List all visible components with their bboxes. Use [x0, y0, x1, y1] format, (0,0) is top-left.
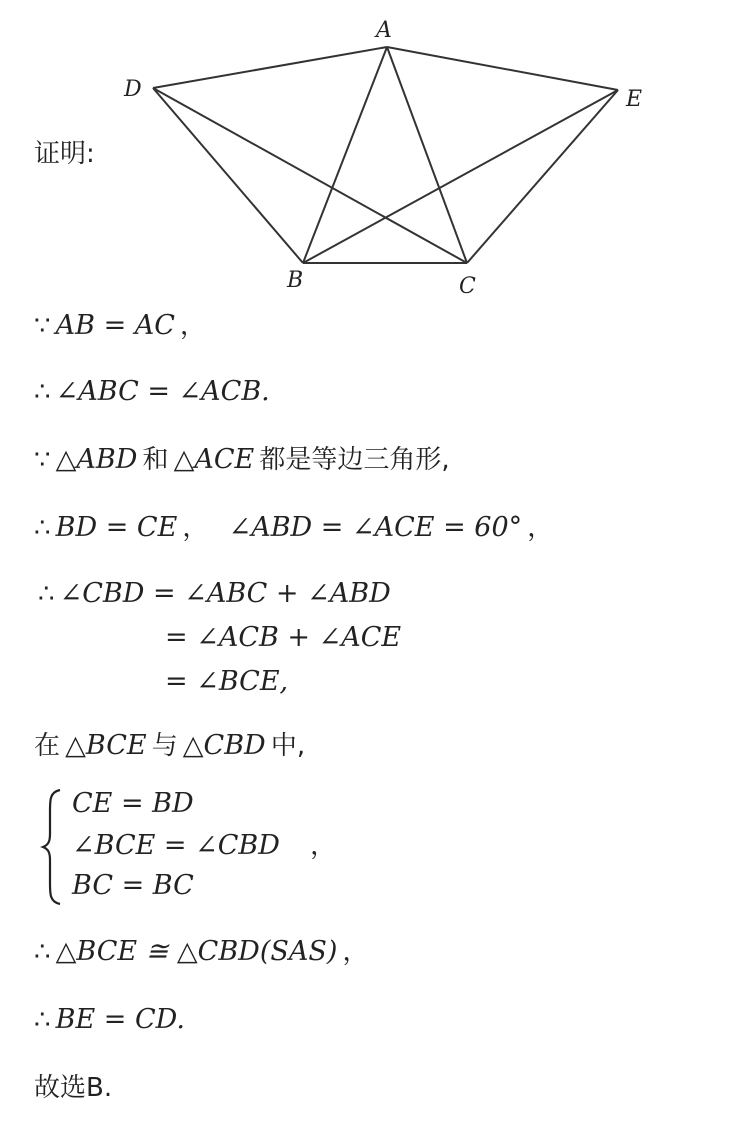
- segment-AC: [387, 47, 467, 263]
- step-5-line-1: [38, 576, 391, 615]
- therefore-symbol: ∴: [34, 513, 51, 543]
- vertex-label-B: B: [287, 268, 304, 293]
- step-3: [34, 442, 450, 481]
- step-5-math-1: ∠CBD = ∠ABC + ∠ABD: [59, 578, 391, 609]
- segment-EC: [467, 90, 618, 263]
- step-6: [34, 728, 305, 767]
- triangle-abd: △ABD: [55, 444, 138, 475]
- therefore-symbol: ∴: [34, 1005, 51, 1035]
- step-6-suffix: 中,: [270, 731, 306, 761]
- system-tail: ，: [310, 831, 337, 861]
- triangle-cbd: △CBD: [182, 730, 266, 761]
- system-row-3: [72, 868, 194, 907]
- system-row-1: [72, 786, 194, 825]
- system-row-1-math: CE = BD: [72, 788, 194, 819]
- segment-DA: [153, 47, 387, 88]
- step-5-math-2: = ∠ACB + ∠ACE: [165, 622, 402, 653]
- segment-DC: [153, 88, 467, 263]
- step-2: [34, 374, 270, 413]
- step-3-text: 都是等边三角形,: [259, 445, 450, 475]
- step-4-sep: ，: [182, 513, 209, 543]
- because-symbol: ∵: [34, 311, 51, 341]
- step-2-math: ∠ABC = ∠ACB.: [55, 376, 270, 407]
- step-5-line-2: [165, 620, 401, 659]
- step-4-math-1: BD = CE: [55, 512, 178, 543]
- segment-AE: [387, 47, 618, 90]
- step-9-math: BE = CD.: [55, 1004, 185, 1035]
- step-8: [34, 934, 368, 973]
- triangle-ace: △ACE: [173, 444, 255, 475]
- therefore-symbol: ∴: [34, 377, 51, 407]
- step-5-line-3: [165, 664, 288, 703]
- step-6-conj: 与: [151, 731, 178, 761]
- step-9: [34, 1002, 185, 1041]
- vertex-label-A: A: [376, 18, 392, 43]
- therefore-symbol: ∴: [34, 937, 51, 967]
- left-brace: [40, 788, 64, 906]
- step-8-math: △BCE ≅ △CBD(SAS): [55, 936, 338, 967]
- step-5-math-3: = ∠BCE,: [165, 666, 289, 697]
- step-8-tail: ，: [342, 937, 369, 967]
- therefore-symbol: ∴: [38, 579, 55, 609]
- step-1: [34, 308, 206, 347]
- segment-EB: [303, 90, 618, 263]
- triangle-bce: △BCE: [65, 730, 147, 761]
- geometry-figure: [110, 10, 670, 300]
- conclusion: 故选B.: [34, 1073, 113, 1103]
- system-row-2: [72, 828, 336, 867]
- step-6-prefix: 在: [34, 731, 61, 761]
- system-row-3-math: BC = BC: [72, 870, 194, 901]
- step-3-conj: 和: [142, 445, 169, 475]
- step-1-tail: ，: [180, 311, 207, 341]
- step-4-tail: ，: [527, 513, 554, 543]
- system-row-2-math: ∠BCE = ∠CBD: [72, 830, 280, 861]
- proof-label: 证明:: [34, 139, 95, 169]
- because-symbol: ∵: [34, 445, 51, 475]
- segment-DB: [153, 88, 303, 263]
- vertex-label-C: C: [459, 274, 476, 299]
- vertex-label-D: D: [124, 77, 142, 102]
- step-1-math: AB = AC: [55, 310, 175, 341]
- step-4: [34, 510, 553, 549]
- step-4-math-2: ∠ABD = ∠ACE = 60°: [228, 512, 523, 543]
- segment-AB: [303, 47, 387, 263]
- vertex-label-E: E: [626, 87, 643, 112]
